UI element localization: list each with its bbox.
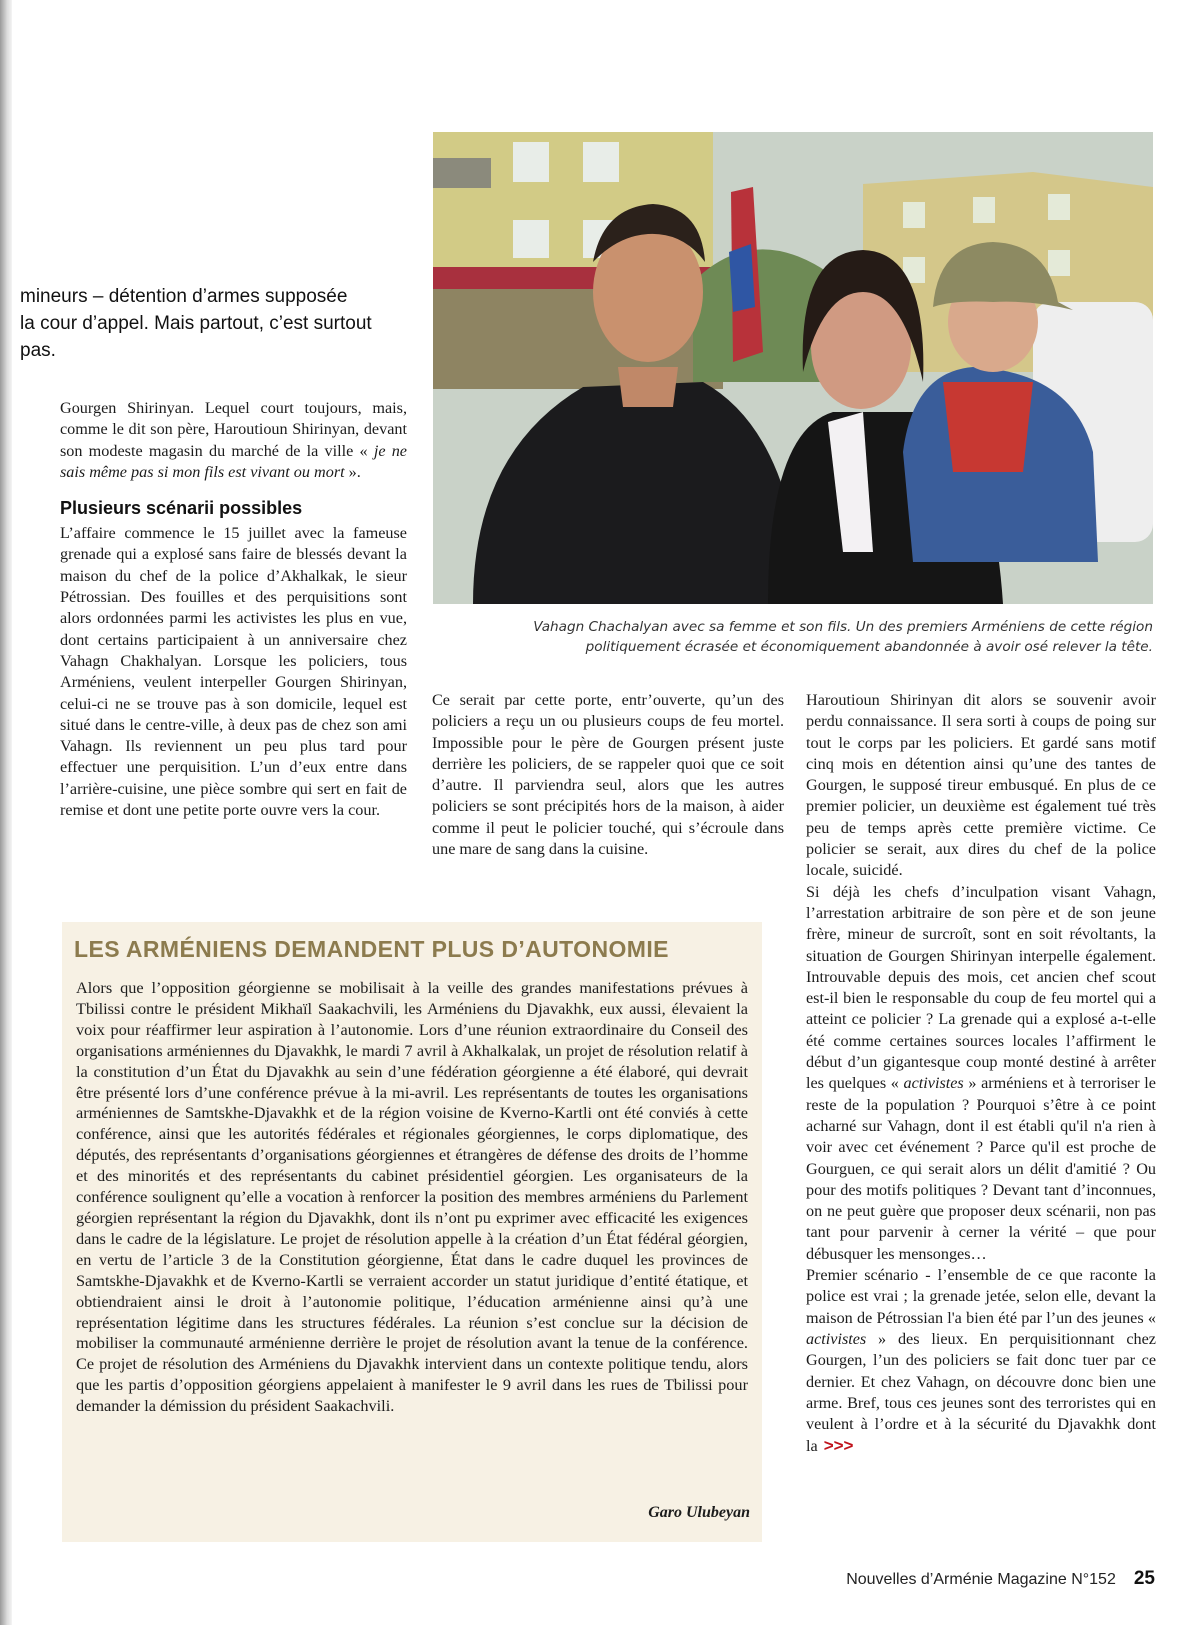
article-paragraph bbox=[806, 882, 1156, 1265]
page-footer bbox=[846, 1568, 1155, 1590]
text-run: » arméniens et à terroriser le reste de la population ? Pourquoi s’être à ce point acharné sur Vahagn, dont il est établi qu'il n'a rien à voir avec cet événement ? Parce qu'il est proche de Gourguen, ce qui serait alors un délit d'amitié ? Ou pour des motifs politiques ? Devant tant d’inconnues, on ne peut guère que proposer deux scénarii, non pas tant pour parvenir à cerner la vérité – que pour débusquer les mensonges… bbox=[806, 1074, 1156, 1263]
article-column-1 bbox=[60, 398, 407, 821]
article-photo bbox=[433, 132, 1153, 604]
sidebar-author: Garo Ulubeyan bbox=[648, 1504, 750, 1521]
text-run: » des lieux. En perquisitionnant chez Gourgen, l’un des policiers se fait donc tuer par ce dernier. Et chez Vahagn, on découvre donc bien une arme. Bref, tous ces jeunes sont des terroristes qui en veulent à l’ordre et à la sécurité du Djavakhk dont la bbox=[806, 1329, 1156, 1456]
italic-run: activistes bbox=[903, 1074, 964, 1093]
article-paragraph: Haroutioun Shirinyan dit alors se souvenir avoir perdu connaissance. Il sera sorti à coups de poing sur tout le corps par les policiers. Et gardé sans motif cinq mois en détention ainsi qu’une des tantes de Gourgen, le supposé tireur embusqué. En plus de ce premier policier, un deuxième est également tué très peu de temps après cette première victime. Ce policier se serait, aux dires du chef de la police locale, suicidé. bbox=[806, 691, 1156, 880]
text-run: ». bbox=[344, 462, 361, 481]
quote-run: je ne sais même pas si mon fils est vivant ou mort bbox=[60, 441, 407, 481]
pull-quote-line: mineurs – détention d’armes supposée bbox=[20, 286, 348, 307]
text-run: Premier scénario - l’ensemble de ce que raconte la police est vrai ; la grenade jetée, selon elle, devant la maison de Pétrossian l'a bien été par l’un des jeunes « bbox=[806, 1266, 1156, 1327]
sidebar-paragraph: Alors que l’opposition géorgienne se mobilisait à la veille des grandes manifestations prévues à Tbilissi contre le président Mikhaïl Saakachvili, les Arméniens du Djavakhk, eux aussi, élevaient la voix pour réaffirmer leur aspiration à l’autonomie. Lors d’une réunion extraordinaire du Conseil des organisations arméniennes du Djavakhk, le mardi 7 avril à Akhalkalak, un projet de résolution relatif à la constitution d’un État du Djavakhk au sein d’une fédération géorgienne a été élaboré, qui devrait être présenté lors d’une conférence prévue à la mi-avril. Les représentants de toutes les organisations arméniennes de Samtskhe-Djavakhk et de la région voisine de Kverno-Kartli ont été conviés à cette conférence, ainsi que les autorités fédérales et régionales géorgiennes, le corps diplomatique, des députés, des représentants d’organisations géorgiennes et étrangères de défense des droits de l’homme et des minorités et des représentants du cabinet présidentiel géorgien. Les organisateurs de la conférence soulignent qu’elle a vocation à renforcer la position des membres arméniens du Parlement géorgien représentant la région du Djavakhk, dont ils n’ont pu exprimer avec efficacité les exigences dans le cadre de la législature. Le projet de résolution appelle à la création d’un État fédéral géorgien, en vertu de l’article 3 de la Constitution géorgienne, État dans le cadre duquel les provinces de Samtskhe-Djavakhk et de Kverno-Kartli se verraient accorder un statut juridique d’entité étatique, et obtiendraient ainsi le droit à l’autonomie politique, l’éducation arménienne ainsi qu’à une représentation légitime dans les structures fédérales. La réunion s’est conclue sur la décision de mobiliser la communauté arménienne derrière le projet de résolution avant la tenue de la conférence. Ce projet de résolution des Arméniens du Djavakhk intervient dans un contexte politique tendu, alors que les partis d’opposition géorgiens appelaient à manifester le 9 avril dans les rues de Tbilissi pour demander la démission du président Saakachvili. bbox=[76, 978, 748, 1416]
caption-line: Vahagn Chachalyan avec sa femme et son fils. Un des premiers Arméniens de cette région bbox=[533, 619, 1153, 635]
page-binding-shadow bbox=[0, 0, 12, 1625]
text-run: Gourgen Shirinyan. Lequel court toujours, mais, comme le dit son père, Haroutioun Shirinyan, devant son modeste magasin du marché de la ville « bbox=[60, 399, 407, 460]
text-run: Si déjà les chefs d’inculpation visant Vahagn, l’arrestation arbitraire de son père et de son jeune frère, mineur de surcroît, sont en soit révoltants, la situation de Gourgen Shirinyan interpelle également. Introuvable depuis des mois, cet ancien chef scout est-il bien le responsable du coup de feu mortel qui a atteint ce policier ? La grenade qui a explosé a-t-elle été comme certaines sources locales l’affirment le début d’un gigantesque coup monté destiné à arrêter les quelques « bbox=[806, 882, 1156, 1093]
sidebar-title: LES ARMÉNIENS DEMANDENT PLUS D’AUTONOMIE bbox=[74, 936, 669, 962]
section-subheading: Plusieurs scénarii possibles bbox=[60, 498, 303, 519]
article-paragraph: L’affaire commence le 15 juillet avec la fameuse grenade qui a explosé sans faire de blessés devant la maison du chef de la police d’Akhalkak, le sieur Pétrossian. Des fouilles et des perquisitions sont alors ordonnées parmi les activistes les plus en vue, dont certains participaient à un anniversaire chez Vahagn Chakhalyan. Lorsque les policiers, tous Arméniens, veulent interpeller Gourgen Shirinyan, celui-ci ne se trouve pas à son domicile, lequel est situé dans le centre-ville, à deux pas de chez son ami Vahagn. Ils reviennent un peu plus tard pour effectuer une perquisition. L’un d’eux entre dans l’arrière-cuisine, une pièce sombre qui sert en fait de remise et dont une petite porte ouvre vers la cour. bbox=[60, 524, 407, 820]
photo-illustration bbox=[433, 132, 1153, 604]
pull-quote bbox=[20, 283, 415, 364]
photo-caption bbox=[470, 617, 1153, 657]
continued-marker: >>> bbox=[823, 1436, 854, 1456]
magazine-name: Nouvelles d’Arménie Magazine N°152 bbox=[846, 1571, 1116, 1588]
pull-quote-line: la cour d’appel. Mais partout, c’est surtout bbox=[20, 313, 372, 334]
caption-line: politiquement écrasée et économiquement abandonnée à avoir osé relever la tête. bbox=[585, 639, 1153, 655]
article-column-3 bbox=[806, 690, 1156, 1458]
sidebar-body bbox=[76, 978, 748, 1417]
article-paragraph bbox=[60, 398, 407, 483]
article-paragraph: Ce serait par cette porte, entr’ouverte, qu’un des policiers a reçu un ou plusieurs coups de feu mortel. Impossible pour le père de Gourgen présent juste derrière les policiers, de se rappeler quoi que ce soit d’autre. Il parviendra seul, alors que les autres policiers se sont précipités hors de la maison, à aider comme il peut le policier touché, qui s’écroule dans une mare de sang dans la cuisine. bbox=[432, 691, 784, 859]
sidebar-box bbox=[62, 922, 762, 1542]
italic-run: activistes bbox=[806, 1329, 867, 1348]
pull-quote-line: pas. bbox=[20, 340, 56, 361]
page-number: 25 bbox=[1133, 1568, 1155, 1589]
article-paragraph bbox=[806, 1265, 1156, 1458]
article-column-2 bbox=[432, 690, 784, 860]
